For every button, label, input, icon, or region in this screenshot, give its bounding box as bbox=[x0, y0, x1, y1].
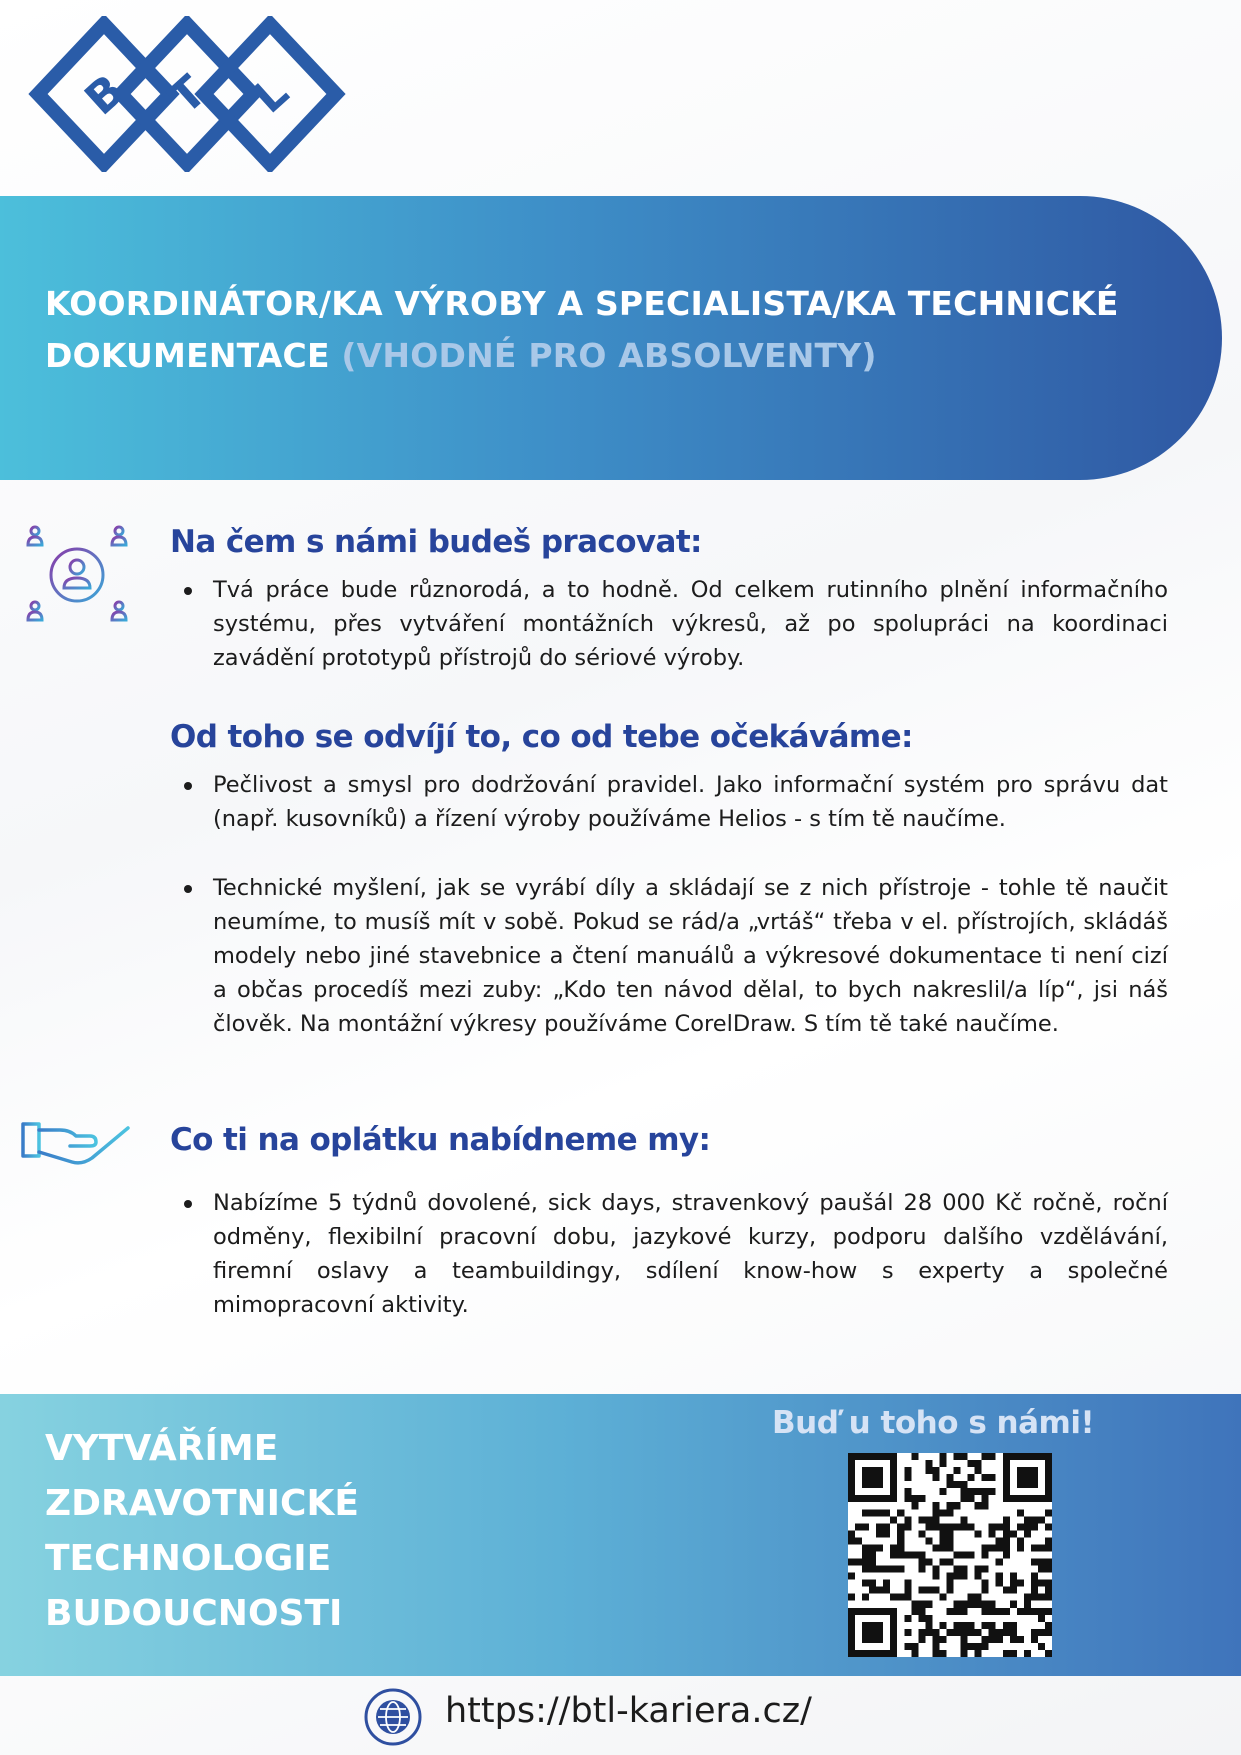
section-heading-work: Na čem s námi budeš pracovat: bbox=[170, 524, 702, 560]
slogan-line: VYTVÁŘÍME bbox=[45, 1428, 279, 1469]
expectations-bullet-list bbox=[170, 768, 1168, 836]
company-slogan bbox=[45, 1421, 359, 1641]
list-item: Technické myšlení, jak se vyrábí díly a skládají se z nich přístroje - tohle tě naučit neumíme, to musíš mít v sobě. Pokud se rád/a „vrtáš“ třeba v el. přístrojích, skládáš modely nebo jiné stavebnice a čtení manuálů a výkresové dokumentace ti není cizí a občas procedíš mezi zuby: „Kdo ten návod dělal, to bych nakreslil/a líp“, jsi náš člověk. Na montážní výkresy používáme CorelDraw. S tím tě také naučíme. bbox=[170, 871, 1168, 1041]
globe-icon bbox=[363, 1687, 423, 1747]
helping-hand-icon bbox=[20, 1118, 135, 1170]
logo-letter-b: B bbox=[75, 64, 135, 126]
career-url[interactable]: https://btl-kariera.cz/ bbox=[445, 1691, 812, 1731]
work-bullet-list bbox=[170, 573, 1168, 675]
section-heading-expectations: Od toho se odvíjí to, co od tebe očekáváme: bbox=[170, 719, 913, 755]
qr-code[interactable] bbox=[848, 1453, 1052, 1657]
slogan-line: BUDOUCNOSTI bbox=[45, 1593, 343, 1634]
slogan-line: ZDRAVOTNICKÉ bbox=[45, 1483, 359, 1524]
logo-letter-l: L bbox=[243, 66, 299, 124]
job-title-note: (VHODNÉ PRO ABSOLVENTY) bbox=[341, 336, 877, 375]
slogan-line: TECHNOLOGIE bbox=[45, 1538, 332, 1579]
btl-logo bbox=[22, 16, 352, 172]
logo-letter-t: T bbox=[159, 66, 217, 125]
expectations-bullet-list-2 bbox=[170, 871, 1168, 1041]
benefits-bullet-list bbox=[170, 1186, 1168, 1322]
list-item: Pečlivost a smysl pro dodržování pravidel. Jako informační systém pro správu dat (např. kusovníků) a řízení výroby používáme Helios - s tím tě naučíme. bbox=[170, 768, 1168, 836]
section-heading-benefits: Co ti na oplátku nabídneme my: bbox=[170, 1122, 711, 1158]
list-item: Tvá práce bude různorodá, a to hodně. Od celkem rutinního plnění informačního systému, přes vytváření montážních výkresů, až po spolupráci na koordinaci zavádění prototypů přístrojů do sériové výroby. bbox=[170, 573, 1168, 675]
job-title bbox=[45, 278, 1195, 382]
job-title-main: KOORDINÁTOR/KA VÝROBY A SPECIALISTA/KA TECHNICKÉ DOKUMENTACE bbox=[45, 284, 1119, 375]
list-item: Nabízíme 5 týdnů dovolené, sick days, stravenkový paušál 28 000 Kč ročně, roční odměny, flexibilní pracovní dobu, jazykové kurzy, podporu dalšího vzdělávání, firemní oslavy a teambuildingy, sdílení know-how s experty a společné mimopracovní aktivity. bbox=[170, 1186, 1168, 1322]
join-us-text: Buď u toho s námi! bbox=[772, 1405, 1095, 1441]
people-network-icon bbox=[22, 520, 132, 630]
